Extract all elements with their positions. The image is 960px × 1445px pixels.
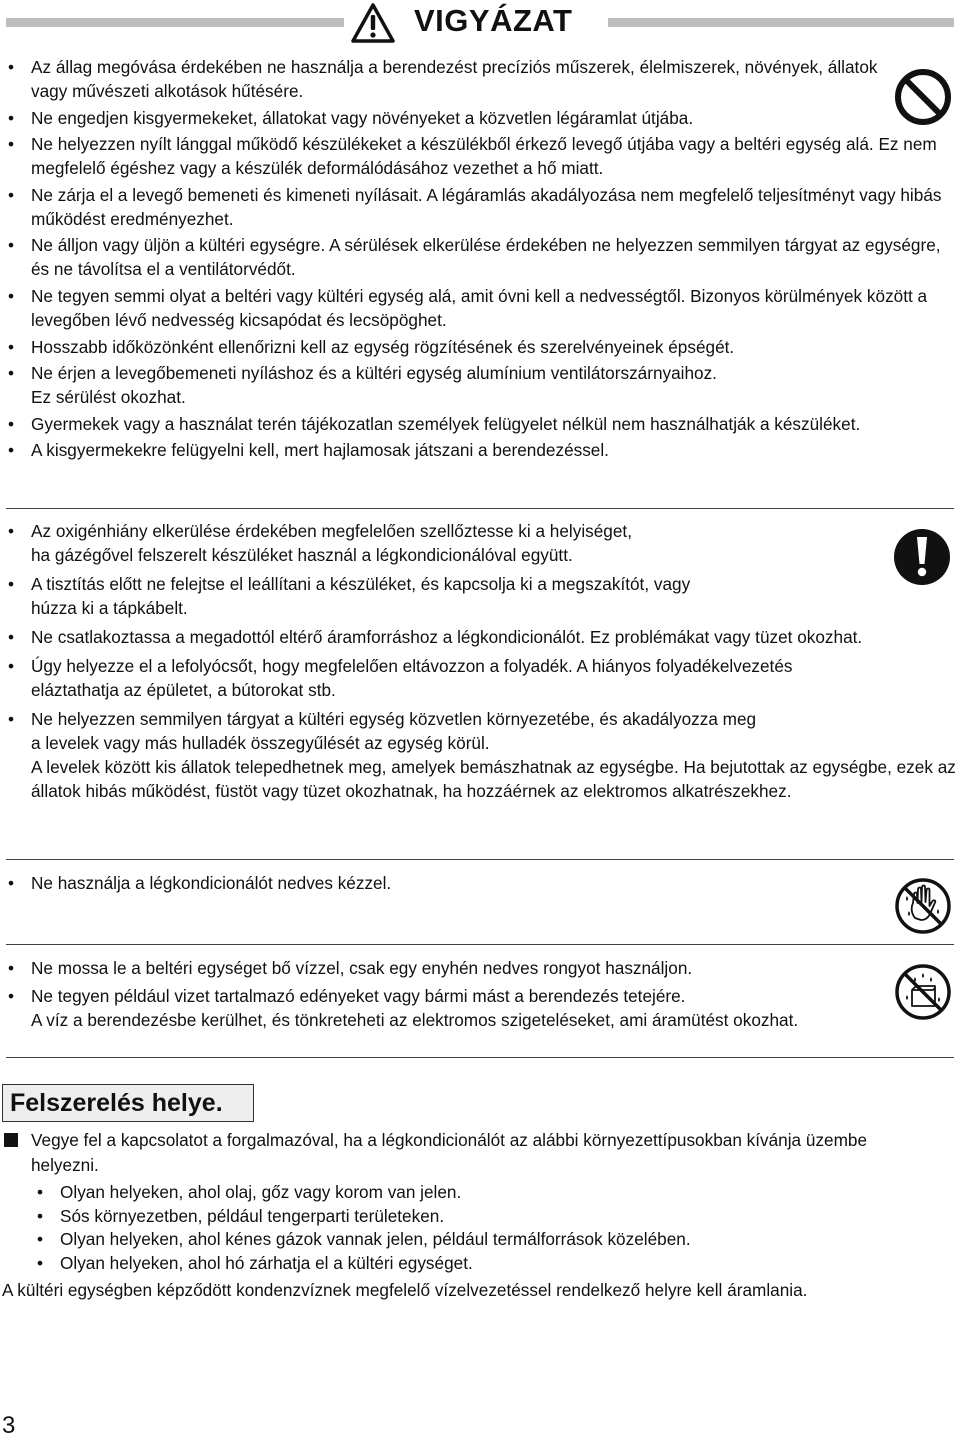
- list-item: • Ne álljon vagy üljön a kültéri egységre. A sérülések elkerülése érdekében ne helyezzen semmilyen tárgyat az egységre, és ne távolítsa el a ventilátorvédőt.: [0, 233, 956, 281]
- list-item: • Ne csatlakoztassa a megadottól eltérő áramforráshoz a légkondicionálót. Ez problémákat vagy tüzet okozhat.: [0, 625, 956, 649]
- section-divider: [6, 944, 954, 945]
- square-bullet-icon: [4, 1133, 18, 1147]
- wet-hands-list: [0, 871, 960, 895]
- header-bar-right: [608, 18, 954, 27]
- item-text: Az oxigénhiány elkerülése érdekében megfelelően szellőztesse ki a helyiséget, ha gázégővel felszerelt készüléket használ a légkondicionálóval együtt.: [31, 521, 632, 565]
- setup-environment-list: [0, 1181, 930, 1275]
- setup-intro-block: [0, 1128, 930, 1275]
- list-item: [0, 519, 901, 567]
- no-wet-hands-icon: [893, 876, 953, 936]
- no-water-splash-icon: [893, 962, 953, 1022]
- section-divider: [6, 859, 954, 860]
- list-item: • Hosszabb időközönként ellenőrizni kell az egység rögzítésének és szerelvényeinek épségét.: [0, 335, 956, 359]
- list-item: • Sós környezetben, például tengerparti területeken.: [0, 1205, 930, 1229]
- wet-hands-section: [0, 871, 960, 900]
- list-item: [0, 984, 871, 1032]
- setup-drainage-note: A kültéri egységben képződött kondenzvíznek megfelelő vízelvezetéssel rendelkező helyre kell áramlania.: [2, 1280, 808, 1300]
- list-item: [0, 572, 901, 620]
- exclamation-icon: [893, 528, 951, 586]
- section-divider: [6, 1057, 954, 1058]
- warning-triangle-icon: [350, 2, 396, 44]
- section-divider: [6, 508, 954, 509]
- prohibited-list: [0, 55, 960, 462]
- water-section: [0, 956, 960, 1036]
- item-text: Ne érjen a levegőbemeneti nyíláshoz és a kültéri egység alumínium ventilátorszárnyaihoz. Ez sérülést okozhat.: [31, 363, 717, 408]
- mandatory-list: [0, 519, 960, 803]
- list-item: • Gyermekek vagy a használat terén tájékozatlan személyek felügyelet nélkül nem használhatják a készüléket.: [0, 412, 956, 436]
- item-text: Ne tegyen például vizet tartalmazó edényeket vagy bármi mást a berendezés tetejére. A víz a berendezésbe kerülhet, és tönkreteheti az elektromos szigeteléseket, ami áramütést okozhat.: [31, 986, 799, 1030]
- item-text: A tisztítás előtt ne felejtse el leállítani a készüléket, és kapcsolja ki a megszakítót, vagy húzza ki a tápkábelt.: [31, 574, 691, 618]
- list-item: • Az állag megóvása érdekében ne használja a berendezést precíziós műszerek, élelmiszerek, növények, állatok vagy művészeti alkotások hűtésére.: [0, 55, 901, 103]
- item-text: Ne helyezzen semmilyen tárgyat a kültéri egység közvetlen környezetébe, és akadályozza meg a levelek vagy más hulladék összegyűlését az egység körül. A levelek között kis állatok telepedhetnek meg, amelyek bemászhatnak az egységbe. Ha bejutottak az egységbe, ezek az állatok hibás működést, füstöt vagy tüzet okozhatnak, ha hozzáérnek az elektromos alkatrészekhez.: [31, 709, 956, 801]
- list-item: • A kisgyermekekre felügyelni kell, mert hajlamosak játszani a berendezéssel.: [0, 438, 956, 462]
- list-item: • Ne helyezzen nyílt lánggal működő készülékeket a készülékből érkező levegő útjába vagy a beltéri egység alá. Ez nem megfelelő égéshez vagy a készülék deformálódásához vezethet a hő miatt.: [0, 132, 956, 180]
- mandatory-actions-section: [0, 519, 960, 808]
- list-item: • Olyan helyeken, ahol olaj, gőz vagy korom van jelen.: [0, 1181, 930, 1205]
- prohibited-actions-section: [0, 55, 960, 465]
- page-number: 3: [2, 1412, 16, 1439]
- warning-title: VIGYÁZAT: [414, 3, 573, 38]
- list-item: [0, 707, 956, 803]
- list-item: • Ne használja a légkondicionálót nedves kézzel.: [0, 871, 956, 895]
- list-item: • Ne engedjen kisgyermekeket, állatokat vagy növényeket a közvetlen légáramlat útjába.: [0, 106, 901, 130]
- list-item: • Olyan helyeken, ahol kénes gázok vannak jelen, például termálforrások közelében.: [0, 1228, 930, 1252]
- list-item: • Ne zárja el a levegő bemeneti és kimeneti nyílásait. A légáramlás akadályozása nem megfelelő teljesítményt vagy hibás működést eredményezhet.: [0, 183, 956, 231]
- list-item: • Úgy helyezze el a lefolyócsőt, hogy megfelelően eltávozzon a folyadék. A hiányos folyadékelvezetés eláztathatja az épületet, a bútorokat stb.: [0, 654, 831, 702]
- list-item: • Ne tegyen semmi olyat a beltéri vagy kültéri egység alá, amit óvni kell a nedvességtől. Bizonyos körülmények között a levegőben lévő nedvesség kicsapódat és lecsöpöghet.: [0, 284, 956, 332]
- warning-header: [0, 0, 960, 46]
- list-item: • Olyan helyeken, ahol hó zárhatja el a kültéri egységet.: [0, 1252, 930, 1276]
- setup-location-heading: Felszerelés helye.: [2, 1084, 254, 1122]
- setup-intro-text: Vegye fel a kapcsolatot a forgalmazóval, ha a légkondicionálót az alábbi környezettípusokban kívánja üzembe helyezni.: [31, 1130, 868, 1175]
- list-item: [0, 361, 901, 409]
- prohibition-icon: [893, 67, 953, 127]
- list-item: • Ne mossa le a beltéri egységet bő vízzel, csak egy enyhén nedves rongyot használjon.: [0, 956, 871, 980]
- header-bar-left: [6, 18, 344, 27]
- water-list: [0, 956, 960, 1032]
